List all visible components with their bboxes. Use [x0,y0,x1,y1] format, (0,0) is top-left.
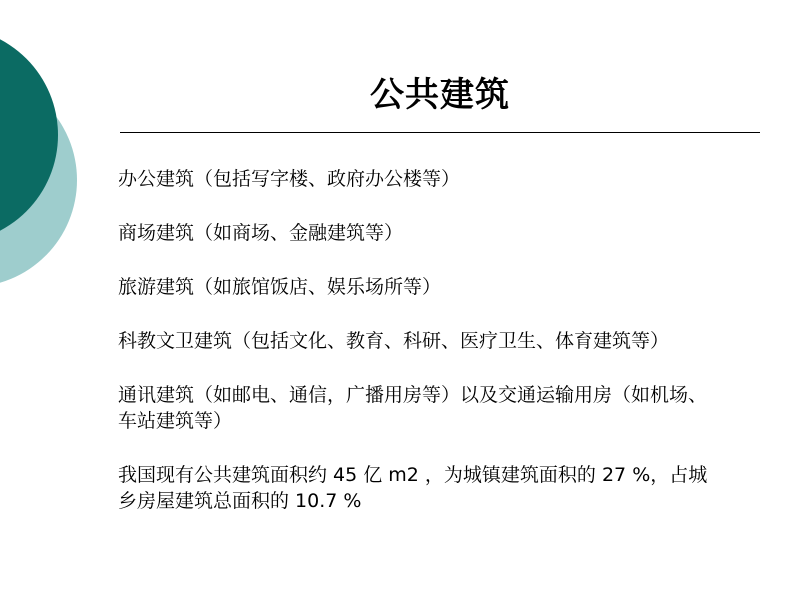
bullet-item-education-culture-health: 科教文卫建筑（包括文化、教育、科研、医疗卫生、体育建筑等） [118,330,670,352]
slide-title: 公共建筑 [370,75,510,115]
bullet-item-communication-transport: 通讯建筑（如邮电、通信，广播用房等）以及交通运输用房（如机场、车站建筑等） [118,384,708,432]
title-divider [120,132,760,133]
bullet-item-tourism: 旅游建筑（如旅馆饭店、娱乐场所等） [118,276,442,298]
bullet-item-statistics: 我国现有公共建筑面积约 45 亿 m2 ，为城镇建筑面积的 27 %，占城乡房屋建筑总面积的 10.7 % [118,464,708,512]
decorative-circles [0,0,90,320]
bullet-item-commercial: 商场建筑（如商场、金融建筑等） [118,222,404,244]
bullet-item-office: 办公建筑（包括写字楼、政府办公楼等） [118,168,461,190]
bullet-list [118,166,718,514]
